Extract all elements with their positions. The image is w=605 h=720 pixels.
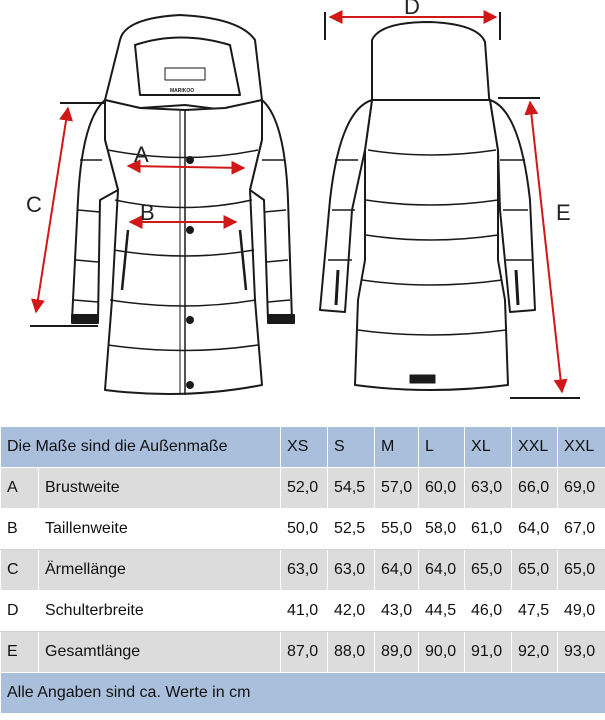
table-row	[1, 591, 605, 632]
label-d: D	[404, 0, 420, 19]
table-row	[1, 632, 605, 673]
cell-value: 92,0	[512, 632, 558, 673]
row-code: A	[1, 468, 39, 509]
cell-value: 64,0	[375, 550, 419, 591]
label-a: A	[134, 142, 149, 167]
brand-text: MARIKOO	[170, 88, 195, 94]
table-header-row	[1, 427, 605, 468]
cell-value: 61,0	[465, 509, 512, 550]
cell-value: 89,0	[375, 632, 419, 673]
row-name: Taillenweite	[39, 509, 281, 550]
row-name: Gesamtlänge	[39, 632, 281, 673]
cell-value: 90,0	[419, 632, 465, 673]
size-header: S	[328, 427, 375, 468]
row-name: Schulterbreite	[39, 591, 281, 632]
size-header: XS	[281, 427, 328, 468]
size-header: L	[419, 427, 465, 468]
label-b: B	[140, 200, 155, 225]
label-e: E	[556, 200, 571, 225]
cell-value: 44,5	[419, 591, 465, 632]
table-row	[1, 468, 605, 509]
cell-value: 67,0	[558, 509, 605, 550]
footer-note: Alle Angaben sind ca. Werte in cm	[1, 673, 605, 714]
cell-value: 60,0	[419, 468, 465, 509]
cell-value: 42,0	[328, 591, 375, 632]
row-code: D	[1, 591, 39, 632]
size-header: XL	[465, 427, 512, 468]
cell-value: 64,0	[512, 509, 558, 550]
cell-value: 54,5	[328, 468, 375, 509]
cell-value: 43,0	[375, 591, 419, 632]
size-header: M	[375, 427, 419, 468]
front-jacket-drawing	[72, 15, 294, 395]
size-header: XXL	[512, 427, 558, 468]
row-name: Ärmellänge	[39, 550, 281, 591]
cell-value: 64,0	[419, 550, 465, 591]
label-c: C	[26, 192, 42, 217]
table-row	[1, 509, 605, 550]
back-jacket-drawing	[320, 22, 535, 390]
size-header: XXL	[558, 427, 605, 468]
table-footer-row	[1, 673, 605, 714]
cell-value: 65,0	[558, 550, 605, 591]
cell-value: 65,0	[465, 550, 512, 591]
cell-value: 87,0	[281, 632, 328, 673]
cell-value: 46,0	[465, 591, 512, 632]
cell-value: 58,0	[419, 509, 465, 550]
cell-value: 52,5	[328, 509, 375, 550]
cell-value: 57,0	[375, 468, 419, 509]
cell-value: 50,0	[281, 509, 328, 550]
cell-value: 91,0	[465, 632, 512, 673]
row-code: B	[1, 509, 39, 550]
cell-value: 52,0	[281, 468, 328, 509]
cell-value: 93,0	[558, 632, 605, 673]
cell-value: 41,0	[281, 591, 328, 632]
cell-value: 65,0	[512, 550, 558, 591]
cell-value: 49,0	[558, 591, 605, 632]
row-code: E	[1, 632, 39, 673]
row-code: C	[1, 550, 39, 591]
cell-value: 88,0	[328, 632, 375, 673]
header-label: Die Maße sind die Außenmaße	[1, 427, 281, 468]
table-row	[1, 550, 605, 591]
arrow-e	[530, 102, 562, 392]
row-name: Brustweite	[39, 468, 281, 509]
cell-value: 69,0	[558, 468, 605, 509]
cell-value: 66,0	[512, 468, 558, 509]
cell-value: 63,0	[328, 550, 375, 591]
cell-value: 47,5	[512, 591, 558, 632]
cell-value: 55,0	[375, 509, 419, 550]
size-table	[0, 426, 605, 714]
cell-value: 63,0	[465, 468, 512, 509]
cell-value: 63,0	[281, 550, 328, 591]
